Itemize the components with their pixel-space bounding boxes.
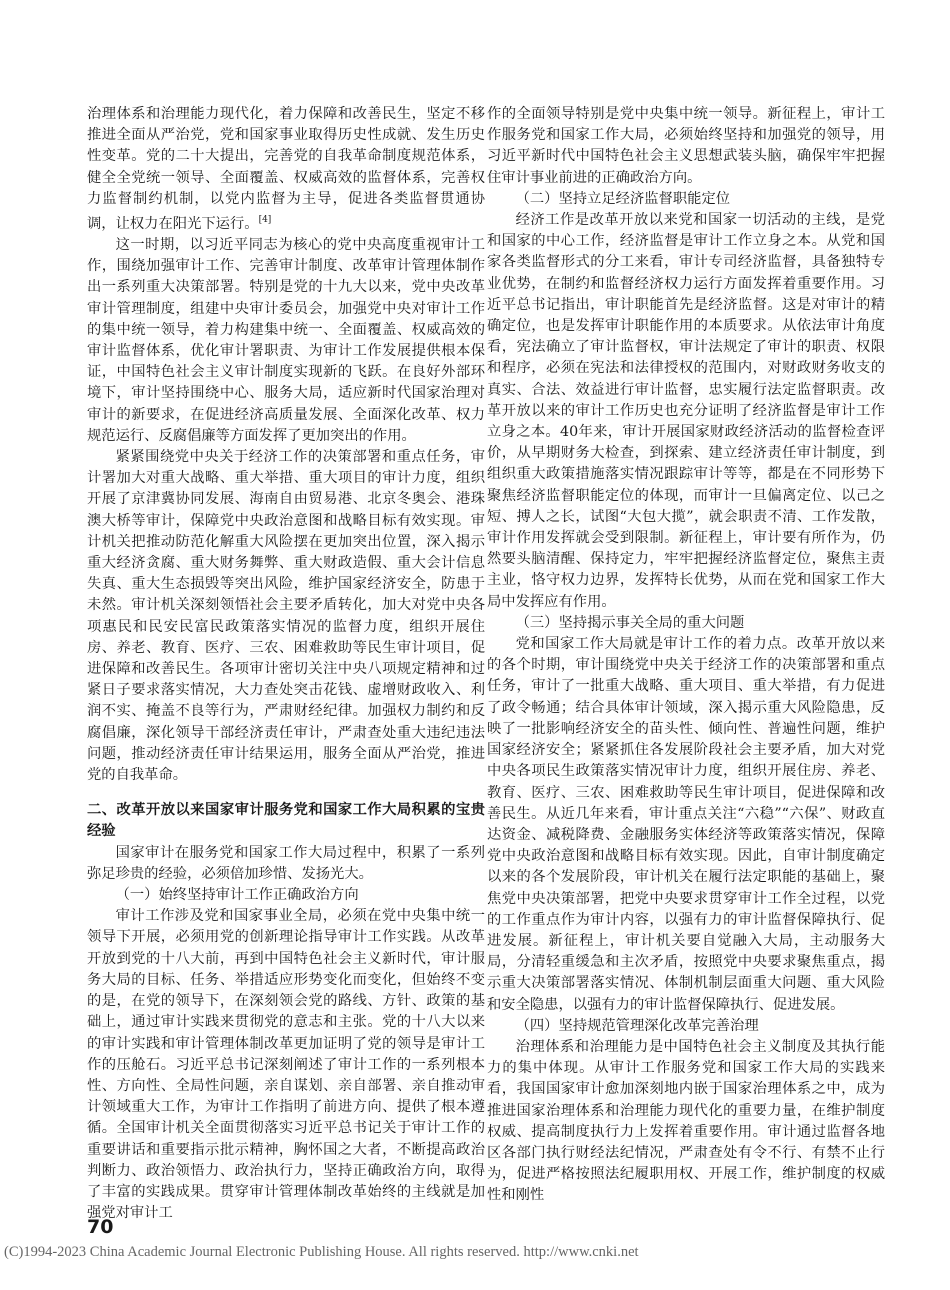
paragraph: 审计工作涉及党和国家事业全局，必须在党中央集中统一领导下开展，必须用党的创新理论指导审计工作实践。从改革开放到党的十八大前，再到中国特色社会主义新时代，审计服务大局的目标、任务、举措适应形势变化而变化，但始终不变的是，在党的领导下，在深刻领会党的路线、方针、政策的基础上，通过审计实践来贯彻党的意志和主张。党的十八大以来的审计实践和审计管理体制改革更加证明了党的领导是审计工作的压舱石。习近平总书记深刻阐述了审计工作的一系列根本性、方向性、全局性问题，亲自谋划、亲自部署、亲自推动审计领域重大工作，为审计工作指明了前进方向、提供了根本遵循。全国审计机关全面贯彻落实习近平总书记关于审计工作的重要讲话和重要指示批示精神，胸怀国之大者，不断提高政治判断力、政治领悟力、政治执行力，坚持正确政治方向，取得了丰富的实践成果。贯穿审计管理体制改革始终的主线就是加强党对审计工 (87, 908, 485, 1222)
paragraph-text: 治理体系和治理能力现代化，着力保障和改善民生，坚定不移推进全面从严治党，党和国家事业取得历史性成就、发生历史性变革。党的二十大提出，完善党的自我革命制度规范体系，健全全党统一领导、全面覆盖、权威高效的监督体系，完善权力监督制约机制，以党内监督为主导，促进各类监督贯通协调，让权力在阳光下运行。 (87, 106, 485, 232)
left-column (87, 104, 485, 1224)
paragraph: 经济工作是改革开放以来党和国家一切活动的主线，是党和国家的中心工作，经济监督是审计工作立身之本。从党和国家各类监督形式的分工来看，审计专司经济监督，具备独特专业优势，在制约和监督经济权力运行方面发挥着重要作用。习近平总书记指出，审计职能首先是经济监督。这是对审计的精确定位，也是发挥审计职能作用的本质要求。从依法审计角度看，宪法确立了审计监督权，审计法规定了审计的职责、权限和程序，必须在宪法和法律授权的范围内，对财政财务收支的真实、合法、效益进行审计监督，忠实履行法定监督职责。改革开放以来的审计工作历史也充分证明了经济监督是审计工作立身之本。40年来，审计开展国家财政经济活动的监督检查评价，从早期财务大检查，到探索、建立经济责任审计制度，到组织重大政策措施落实情况跟踪审计等等，都是在不同形势下聚焦经济监督职能定位的体现，而审计一旦偏离定位、以己之短、搏人之长，试图“大包大揽”，就会职责不清、工作发散，审计作用发挥就会受到限制。新征程上，审计要有所作为，仍然要头脑清醒、保持定力，牢牢把握经济监督定位，聚焦主责主业，恪守权力边界，发挥特长优势，从而在党和国家工作大局中发挥应有作用。 (487, 212, 885, 610)
subsection-heading: （四）坚持规范管理深化改革完善治理 (515, 1017, 759, 1034)
right-column (487, 104, 885, 1207)
paragraph (87, 104, 485, 235)
paragraph: 这一时期，以习近平同志为核心的党中央高度重视审计工作，围绕加强审计工作、完善审计制度、改革审计管理体制作出一系列重大决策部署。特别是党的十九大以来，党中央改革审计管理制度，组建中央审计委员会，加强党中央对审计工作的集中统一领导，着力构建集中统一、全面覆盖、权威高效的审计监督体系，优化审计署职责、为审计工作发展提供根本保证，中国特色社会主义审计制度实现新的飞跃。在良好外部环境下，审计坚持围绕中心、服务大局，适应新时代国家治理对审计的新要求，在促进经济高质量发展、全面深化改革、权力规范运行、反腐倡廉等方面发挥了更加突出的作用。 (87, 236, 485, 444)
paragraph: 作的全面领导特别是党中央集中统一领导。新征程上，审计工作服务党和国家工作大局，必须始终坚持和加强党的领导，用习近平新时代中国特色社会主义思想武装头脑，确保牢牢把握住审计事业前进的正确政治方向。 (487, 106, 885, 186)
subsection-heading: （一）始终坚持审计工作正确政治方向 (115, 887, 359, 904)
subsection-heading: （三）坚持揭示事关全局的重大问题 (515, 614, 745, 631)
section-heading: 二、改革开放以来国家审计服务党和国家工作大局积累的宝贵经验 (87, 802, 485, 840)
paragraph: 党和国家工作大局就是审计工作的着力点。改革开放以来的各个时期，审计围绕党中央关于经济工作的决策部署和重点任务，审计了一批重大战略、重大项目、重大举措，有力促进了政令畅通；结合具体审计领域，深入揭示重大风险隐患，反映了一批影响经济安全的苗头性、倾向性、普遍性问题，维护国家经济安全；紧紧抓住各发展阶段社会主要矛盾，加大对党中央各项民生政策落实情况审计力度，组织开展住房、养老、教育、医疗、三农、困难救助等民生审计项目，促进保障和改善民生。从近几年来看，审计重点关注“六稳”“六保”、财政直达资金、减税降费、金融服务实体经济等政策落实情况，保障党中央政治意图和战略目标有效实现。因此，自审计制度确定以来的各个发展阶段，审计机关在履行法定职能的基础上，聚焦党中央决策部署，把党中央要求贯穿审计工作全过程，以党的工作重点作为审计内容，以强有力的审计监督保障执行、促进发展。新征程上，审计机关要自觉融入大局，主动服务大局，分清轻重缓急和主次矛盾，按照党中央要求聚焦重点，揭示重大决策部署落实情况、体制机制层面重大问题、重大风险和安全隐患，以强有力的审计监督保障执行、促进发展。 (487, 636, 885, 1013)
paragraph: 治理体系和治理能力是中国特色社会主义制度及其执行能力的集中体现。从审计工作服务党和国家工作大局的实践来看，我国国家审计愈加深刻地内嵌于国家治理体系之中，成为推进国家治理体系和治理能力现代化的重要力量，在维护制度权威、提高制度执行力上发挥着重要作用。审计通过监督各地区各部门执行财经法纪情况，严肃查处有令不行、有禁不止行为，促进严格按照法纪履职用权、开展工作，维护制度的权威性和刚性 (487, 1038, 885, 1204)
page-number: 70 (87, 1216, 114, 1238)
reference-mark: [4] (258, 215, 272, 226)
paragraph: 紧紧围绕党中央关于经济工作的决策部署和重点任务，审计署加大对重大战略、重大举措、重大项目的审计力度，组织开展了京津冀协同发展、海南自由贸易港、北京冬奥会、港珠澳大桥等审计，保障党中央政治意图和战略目标有效实现。审计机关把推动防范化解重大风险摆在更加突出位置，深入揭示重大经济贪腐、重大财务舞弊、重大财政造假、重大会计信息失真、重大生态损毁等突出风险，维护国家经济安全，防患于未然。审计机关深刻领悟社会主要矛盾转化，加大对党中央各项惠民和民安民富民政策落实情况的监督力度，组织开展住房、养老、教育、医疗、三农、困难救助等民生审计项目，促进保障和改善民生。各项审计密切关注中央八项规定精神和过紧日子要求落实情况，大力查处突击花钱、虚增财政收入、利润不实、掩盖不良等行为，严肃财经纪律。加强权力制约和反腐倡廉，深化领导干部经济责任审计，严肃查处重大违纪违法问题，推动经济责任审计结果运用，服务全面从严治党，推进党的自我革命。 (87, 449, 485, 784)
paragraph: 国家审计在服务党和国家工作大局过程中，积累了一系列弥足珍贵的经验，必须倍加珍惜、发扬光大。 (87, 844, 485, 882)
subsection-heading: （二）坚持立足经济监督职能定位 (515, 190, 731, 207)
copyright-notice: (C)1994-2023 China Academic Journal Electronic Publishing House. All rights reserved. http://www.cnki.net (4, 1244, 639, 1260)
